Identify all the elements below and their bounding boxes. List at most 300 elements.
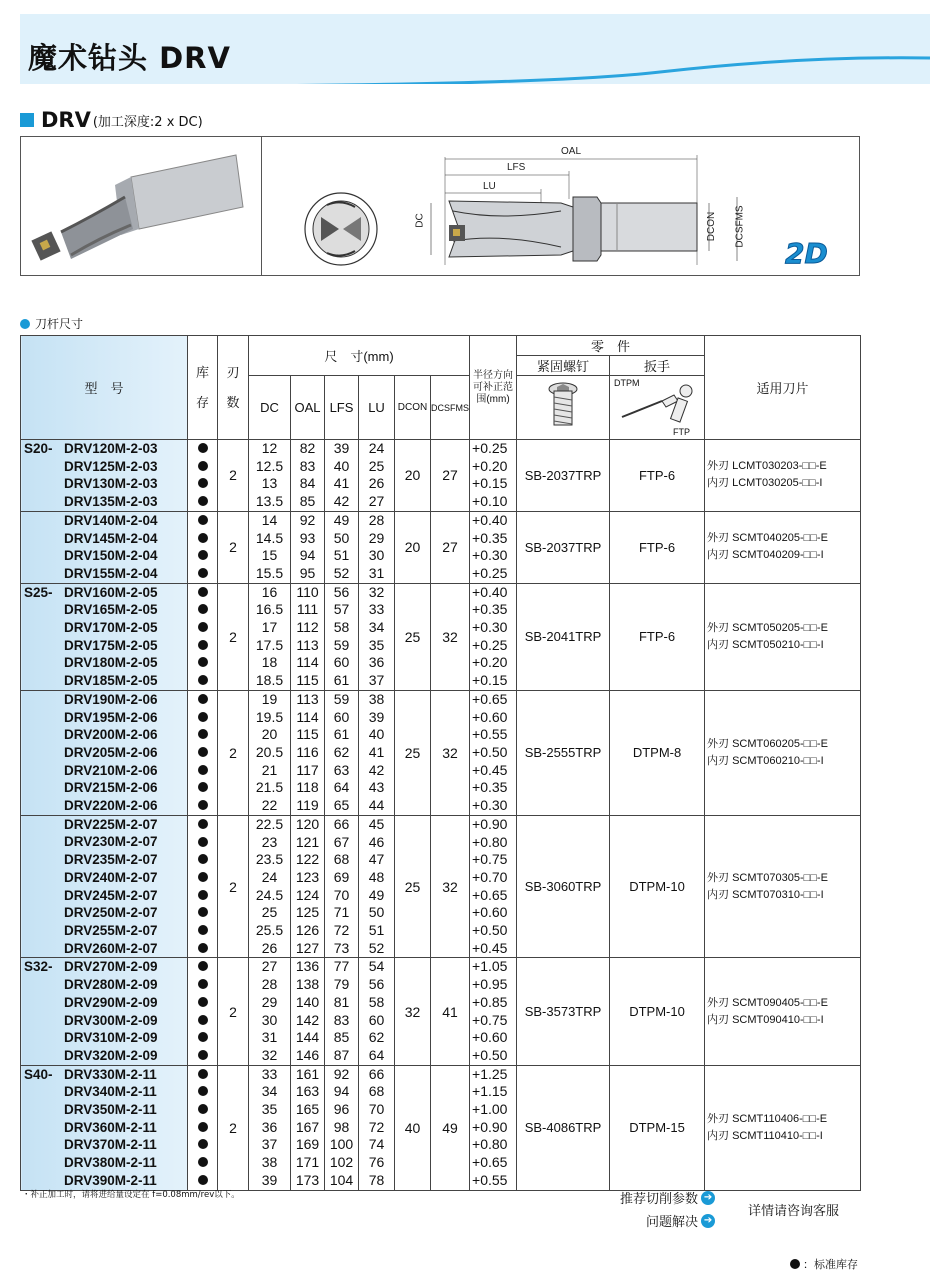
stock-indicator — [188, 637, 217, 655]
stock-indicator — [188, 458, 217, 476]
screw-cell: SB-2037TRP — [517, 511, 610, 583]
radial-value: +0.20 — [472, 457, 508, 474]
lu-value: 49 — [368, 886, 385, 903]
radial-cell — [470, 583, 517, 690]
oal-value: 173 — [295, 1171, 320, 1188]
oal-value: 85 — [299, 493, 316, 510]
radial-value: +0.30 — [472, 797, 508, 814]
model-name: DRV160M-2-05 — [64, 584, 158, 600]
lfs-value: 59 — [333, 636, 350, 653]
model-name: DRV260M-2-07 — [64, 940, 158, 956]
model-row — [24, 1101, 187, 1119]
radial-value: +0.60 — [472, 708, 508, 725]
footnote: ・补正加工时，请将进给量设定在 f=0.08mm/rev以下。 — [22, 1190, 240, 1200]
header-oal: OAL — [291, 376, 325, 440]
radial-cell — [470, 1065, 517, 1190]
wrench-cell: FTP-6 — [610, 511, 705, 583]
radial-value: +0.20 — [472, 654, 508, 671]
model-row — [24, 565, 187, 583]
model-name: DRV390M-2-11 — [64, 1172, 157, 1188]
lfs-value: 77 — [333, 958, 350, 975]
lu-value: 42 — [368, 761, 385, 778]
lfs-value: 50 — [333, 529, 350, 546]
header-dcon: DCON — [395, 376, 431, 440]
stock-indicator — [188, 601, 217, 619]
oal-value: 93 — [299, 529, 316, 546]
radial-value: +1.00 — [472, 1101, 508, 1118]
radial-value: +0.80 — [472, 1136, 508, 1153]
stock-bullet-icon — [198, 729, 208, 739]
dc-value: 25 — [261, 904, 278, 921]
dc-value: 23.5 — [255, 851, 284, 868]
lu-value: 46 — [368, 833, 385, 850]
stock-cell — [188, 511, 218, 583]
label-dcon: DCON — [706, 211, 718, 242]
screw-cell: SB-2555TRP — [517, 690, 610, 815]
header-model: 型 号 — [21, 336, 188, 440]
radial-value: +0.60 — [472, 904, 508, 921]
dc-value: 28 — [261, 976, 278, 993]
model-name: DRV210M-2-06 — [64, 762, 158, 778]
oal-value: 95 — [299, 564, 316, 581]
flutes-cell: 2 — [218, 583, 249, 690]
stock-indicator — [188, 1119, 217, 1137]
oal-value: 111 — [296, 601, 319, 618]
header-screw: 紧固螺钉 — [517, 356, 610, 376]
stock-indicator — [188, 475, 217, 493]
lu-value: 56 — [368, 976, 385, 993]
radial-value: +0.90 — [472, 1118, 508, 1135]
arrow-right-icon[interactable]: ➔ — [701, 1191, 715, 1205]
lu-value: 62 — [368, 1029, 385, 1046]
oal-cell — [291, 1065, 325, 1190]
wrench-label-ftp: FTP — [673, 427, 691, 437]
model-row — [24, 691, 187, 709]
insert-inner: 内刃 LCMT030205-□□-I — [707, 477, 823, 490]
dc-value: 24.5 — [255, 886, 284, 903]
oal-value: 138 — [295, 976, 320, 993]
stock-bullet-icon — [198, 907, 208, 917]
model-row — [24, 922, 187, 940]
screw-cell: SB-2041TRP — [517, 583, 610, 690]
lfs-value: 51 — [333, 547, 350, 564]
oal-value: 167 — [295, 1118, 320, 1135]
stock-cell — [188, 440, 218, 512]
radial-value: +0.35 — [472, 529, 508, 546]
dc-value: 22 — [261, 797, 278, 814]
model-row — [24, 654, 187, 672]
lu-value: 66 — [368, 1065, 385, 1082]
lfs-value: 85 — [333, 1029, 350, 1046]
header-parts: 零 件 — [517, 336, 705, 356]
lu-cell — [359, 583, 395, 690]
label-dcsfms: DCSFMS — [734, 205, 746, 248]
oal-value: 120 — [295, 815, 320, 832]
model-row — [24, 619, 187, 637]
insert-cell — [705, 815, 861, 958]
label-lfs: LFS — [507, 162, 526, 173]
insert-outer: 外刃 SCMT090405-□□-E — [707, 996, 828, 1009]
radial-value: +0.15 — [472, 475, 508, 492]
stock-bullet-icon — [198, 604, 208, 614]
stock-bullet-icon — [198, 568, 208, 578]
lfs-value: 49 — [333, 511, 350, 528]
model-name: DRV220M-2-06 — [64, 798, 158, 814]
stock-bullet-icon — [198, 943, 208, 953]
stock-bullet-icon — [198, 1104, 208, 1114]
dc-value: 14 — [261, 511, 278, 528]
dcsfms-cell: 32 — [431, 690, 470, 815]
radial-value: +0.30 — [472, 547, 508, 564]
stock-bullet-icon — [198, 747, 208, 757]
lu-value: 60 — [368, 1011, 385, 1028]
flutes-cell: 2 — [218, 958, 249, 1065]
stock-indicator — [188, 1012, 217, 1030]
oal-value: 117 — [296, 761, 319, 778]
dcon-cell: 25 — [395, 583, 431, 690]
dcon-cell: 20 — [395, 511, 431, 583]
stock-indicator — [188, 547, 217, 565]
oal-value: 115 — [296, 672, 319, 689]
lfs-value: 65 — [333, 797, 350, 814]
oal-value: 119 — [296, 797, 319, 814]
dc-value: 23 — [261, 833, 278, 850]
stock-bullet-icon — [198, 675, 208, 685]
stock-indicator — [188, 672, 217, 690]
dcsfms-cell: 32 — [431, 583, 470, 690]
model-name: DRV165M-2-05 — [64, 602, 158, 618]
dc-value: 35 — [261, 1101, 278, 1118]
table-row-group — [21, 958, 861, 1065]
lfs-cell — [325, 815, 359, 958]
model-row — [24, 994, 187, 1012]
model-name: DRV175M-2-05 — [64, 637, 158, 653]
lu-value: 47 — [368, 851, 385, 868]
dcon-cell: 20 — [395, 440, 431, 512]
radial-value: +0.10 — [472, 493, 508, 510]
stock-bullet-icon — [198, 443, 208, 453]
dcsfms-cell: 32 — [431, 815, 470, 958]
insert-outer: 外刃 SCMT060205-□□-E — [707, 737, 828, 750]
radial-value: +0.35 — [472, 601, 508, 618]
stock-bullet-icon — [198, 961, 208, 971]
model-name: DRV300M-2-09 — [64, 1012, 158, 1028]
lfs-value: 60 — [333, 654, 350, 671]
model-name: DRV320M-2-09 — [64, 1047, 158, 1063]
dc-value: 39 — [261, 1171, 278, 1188]
lu-value: 72 — [368, 1118, 385, 1135]
lfs-value: 100 — [329, 1136, 354, 1153]
radial-value: +1.25 — [472, 1065, 508, 1082]
model-row — [24, 744, 187, 762]
link-troubleshooting[interactable]: 问题解决 ➔ — [620, 1211, 715, 1230]
wrench-cell: DTPM-10 — [610, 958, 705, 1065]
model-cell — [21, 511, 188, 583]
model-name: DRV120M-2-03 — [64, 441, 158, 456]
wrench-cell: DTPM-10 — [610, 815, 705, 958]
header-wrench: 扳手 — [610, 356, 705, 376]
insert-cell — [705, 440, 861, 512]
insert-cell — [705, 511, 861, 583]
stock-bullet-icon — [198, 872, 208, 882]
oal-value: 161 — [295, 1065, 320, 1082]
lu-value: 64 — [368, 1046, 385, 1063]
stock-indicator — [188, 691, 217, 709]
lu-value: 34 — [368, 619, 385, 636]
model-name: DRV185M-2-05 — [64, 673, 158, 689]
model-name: DRV280M-2-09 — [64, 977, 158, 993]
flutes-cell: 2 — [218, 1065, 249, 1190]
model-row — [24, 440, 187, 458]
lu-cell — [359, 1065, 395, 1190]
radial-value: +0.50 — [472, 1046, 508, 1063]
insert-outer: 外刃 LCMT030203-□□-E — [707, 460, 827, 473]
lu-value: 36 — [368, 654, 385, 671]
model-cell — [21, 690, 188, 815]
lfs-value: 66 — [333, 815, 350, 832]
radial-cell — [470, 511, 517, 583]
oal-cell — [291, 815, 325, 958]
radial-value: +1.05 — [472, 958, 508, 975]
stock-bullet-icon — [198, 640, 208, 650]
stock-bullet-icon — [198, 478, 208, 488]
dc-value: 21.5 — [255, 779, 284, 796]
stock-indicator — [188, 904, 217, 922]
lu-value: 41 — [368, 743, 385, 760]
lu-value: 38 — [368, 690, 385, 707]
dc-value: 31 — [261, 1029, 278, 1046]
radial-value: +0.50 — [472, 921, 508, 938]
dc-cell — [249, 440, 291, 512]
dc-value: 21 — [261, 761, 278, 778]
oal-value: 169 — [295, 1136, 320, 1153]
header-flutes: 刃数 — [218, 336, 249, 440]
insert-inner: 内刃 SCMT110410-□□-I — [707, 1129, 823, 1142]
model-name: DRV140M-2-04 — [64, 512, 158, 528]
radial-cell — [470, 815, 517, 958]
model-name: DRV200M-2-06 — [64, 727, 158, 743]
model-name: DRV205M-2-06 — [64, 744, 158, 760]
model-row — [24, 958, 187, 976]
stock-cell — [188, 690, 218, 815]
model-row — [24, 904, 187, 922]
oal-value: 144 — [295, 1029, 320, 1046]
wrench-label-dtpm: DTPM — [614, 378, 640, 388]
oal-value: 84 — [299, 475, 316, 492]
oal-value: 92 — [299, 511, 316, 528]
lfs-value: 94 — [333, 1083, 350, 1100]
header-lu: LU — [359, 376, 395, 440]
lfs-cell — [325, 440, 359, 512]
radial-cell — [470, 440, 517, 512]
oal-value: 82 — [299, 440, 316, 457]
lfs-value: 98 — [333, 1118, 350, 1135]
model-name: DRV180M-2-05 — [64, 655, 158, 671]
screw-cell: SB-4086TRP — [517, 1065, 610, 1190]
label-dc: DC — [414, 213, 426, 228]
oal-cell — [291, 511, 325, 583]
model-row — [24, 584, 187, 602]
stock-cell — [188, 958, 218, 1065]
dc-cell — [249, 690, 291, 815]
stock-indicator — [188, 958, 217, 976]
model-row — [24, 816, 187, 834]
lfs-value: 68 — [333, 851, 350, 868]
lfs-value: 83 — [333, 1011, 350, 1028]
model-row — [24, 1047, 187, 1065]
dc-value: 19.5 — [255, 708, 284, 725]
lu-value: 24 — [368, 440, 385, 457]
insert-cell — [705, 690, 861, 815]
lu-value: 25 — [368, 457, 385, 474]
lu-value: 37 — [368, 672, 385, 689]
stock-indicator — [188, 816, 217, 834]
lfs-value: 81 — [333, 993, 350, 1010]
radial-value: +0.50 — [472, 743, 508, 760]
insert-outer: 外刃 SCMT110406-□□-E — [707, 1112, 828, 1125]
oal-value: 113 — [296, 690, 319, 707]
stock-bullet-icon — [198, 1157, 208, 1167]
model-name: DRV255M-2-07 — [64, 922, 158, 938]
dc-value: 30 — [261, 1011, 278, 1028]
model-name: DRV145M-2-04 — [64, 530, 158, 546]
model-name: DRV125M-2-03 — [64, 458, 158, 474]
oal-value: 118 — [296, 779, 319, 796]
radial-value: +0.40 — [472, 511, 508, 528]
table-row-group — [21, 511, 861, 583]
model-row — [24, 779, 187, 797]
stock-bullet-icon — [198, 854, 208, 864]
lu-value: 26 — [368, 475, 385, 492]
model-row — [24, 601, 187, 619]
dc-value: 33 — [261, 1065, 278, 1082]
dcsfms-cell: 49 — [431, 1065, 470, 1190]
stock-indicator — [188, 1047, 217, 1065]
stock-bullet-icon — [198, 496, 208, 506]
stock-bullet-icon — [198, 1032, 208, 1042]
dc-value: 18 — [261, 654, 278, 671]
dcsfms-cell: 27 — [431, 511, 470, 583]
stock-indicator — [188, 940, 217, 958]
radial-value: +0.65 — [472, 1154, 508, 1171]
oal-value: 124 — [295, 886, 320, 903]
stock-bullet-icon — [198, 819, 208, 829]
stock-indicator — [188, 619, 217, 637]
model-name: DRV215M-2-06 — [64, 780, 158, 796]
radial-value: +1.15 — [472, 1083, 508, 1100]
radial-value: +0.15 — [472, 672, 508, 689]
lu-value: 54 — [368, 958, 385, 975]
stock-bullet-icon — [198, 515, 208, 525]
label-lu: LU — [483, 181, 496, 192]
radial-cell — [470, 958, 517, 1065]
dcsfms-cell: 27 — [431, 440, 470, 512]
stock-cell — [188, 583, 218, 690]
model-row — [24, 493, 187, 511]
model-name: DRV330M-2-11 — [64, 1066, 157, 1082]
model-row — [24, 1172, 187, 1190]
shank-prefix: S32- — [24, 959, 53, 975]
lfs-cell — [325, 1065, 359, 1190]
lfs-value: 104 — [329, 1171, 354, 1188]
model-name: DRV130M-2-03 — [64, 476, 158, 492]
lfs-value: 96 — [333, 1101, 350, 1118]
page-header — [20, 14, 930, 84]
shank-prefix: S20- — [24, 441, 53, 456]
spec-table — [20, 335, 861, 1191]
radial-value: +0.80 — [472, 833, 508, 850]
stock-indicator — [188, 976, 217, 994]
lfs-value: 87 — [333, 1046, 350, 1063]
oal-value: 163 — [295, 1083, 320, 1100]
lfs-value: 62 — [333, 743, 350, 760]
table-row-group — [21, 583, 861, 690]
link-cutting-params[interactable]: 推荐切削参数 ➔ — [620, 1188, 715, 1207]
model-name: DRV270M-2-09 — [64, 959, 158, 975]
lu-value: 58 — [368, 993, 385, 1010]
screw-icon — [543, 381, 583, 431]
stock-bullet-icon — [198, 657, 208, 667]
stock-indicator — [188, 530, 217, 548]
lu-value: 76 — [368, 1154, 385, 1171]
lu-cell — [359, 511, 395, 583]
dc-value: 22.5 — [255, 815, 284, 832]
model-cell — [21, 440, 188, 512]
lfs-value: 42 — [333, 493, 350, 510]
model-name: DRV245M-2-07 — [64, 887, 158, 903]
stock-indicator — [188, 762, 217, 780]
arrow-right-icon[interactable]: ➔ — [701, 1214, 715, 1228]
oal-cell — [291, 690, 325, 815]
lfs-cell — [325, 958, 359, 1065]
stock-indicator — [188, 797, 217, 815]
stock-indicator — [188, 994, 217, 1012]
radial-value: +0.55 — [472, 1171, 508, 1188]
lu-value: 39 — [368, 708, 385, 725]
model-row — [24, 672, 187, 690]
dc-cell — [249, 1065, 291, 1190]
drill-photo — [31, 155, 243, 261]
lfs-value: 63 — [333, 761, 350, 778]
model-cell — [21, 958, 188, 1065]
dc-value: 17 — [261, 619, 278, 636]
dcon-cell: 32 — [395, 958, 431, 1065]
lfs-value: 57 — [333, 601, 350, 618]
lu-value: 35 — [368, 636, 385, 653]
section-heading — [20, 108, 203, 132]
model-row — [24, 1066, 187, 1084]
stock-bullet-icon — [198, 533, 208, 543]
model-row — [24, 726, 187, 744]
dc-value: 19 — [261, 690, 278, 707]
stock-bullet-icon — [198, 979, 208, 989]
radial-value: +0.75 — [472, 851, 508, 868]
legend-text: ：标准库存 — [803, 1258, 858, 1271]
radial-value: +0.60 — [472, 1029, 508, 1046]
dc-value: 13.5 — [255, 493, 284, 510]
model-name: DRV350M-2-11 — [64, 1102, 157, 1118]
insert-cell — [705, 1065, 861, 1190]
oal-value: 83 — [299, 457, 316, 474]
stock-bullet-icon — [198, 1139, 208, 1149]
model-name: DRV155M-2-04 — [64, 565, 158, 581]
stock-bullet-icon — [198, 1015, 208, 1025]
lu-value: 78 — [368, 1171, 385, 1188]
dc-value: 34 — [261, 1083, 278, 1100]
table-row-group — [21, 815, 861, 958]
lu-value: 32 — [368, 583, 385, 600]
lu-value: 68 — [368, 1083, 385, 1100]
